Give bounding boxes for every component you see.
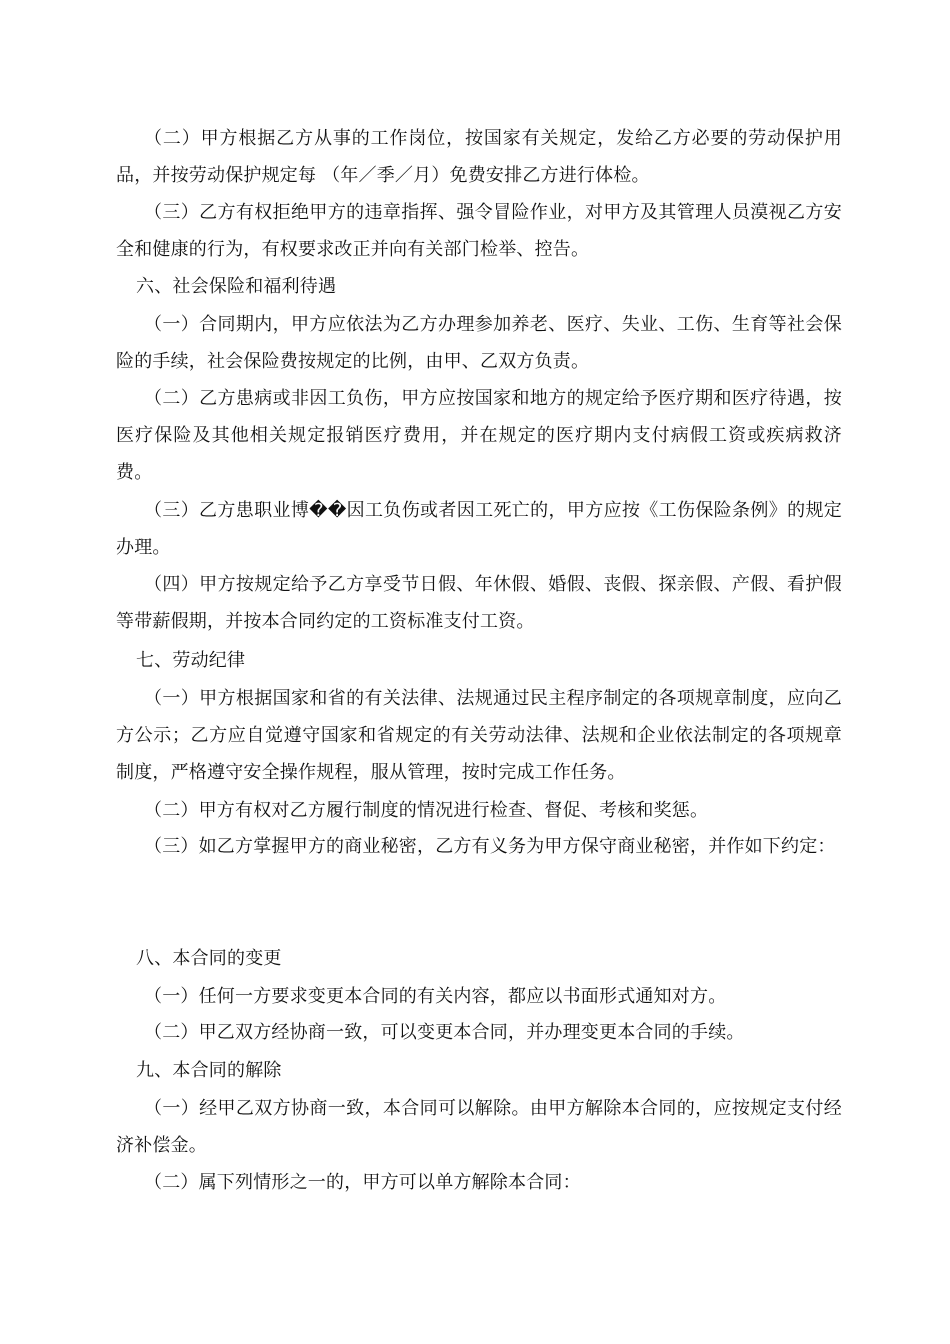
paragraph-unilateral-termination: （二）属下列情形之一的，甲方可以单方解除本合同：	[144, 1172, 581, 1193]
section-heading-contract-changes: 八、本合同的变更	[136, 948, 282, 969]
paragraph-refuse-unsafe-orders: （三）乙方有权拒绝甲方的违章指挥、强令冒险作业，对甲方及其管理人员漠视乙方安全和健康的行为，有权要求改正并向有关部门检举、控告。	[116, 202, 842, 260]
paragraph-mutual-termination: （一）经甲乙双方协商一致，本合同可以解除。由甲方解除本合同的，应按规定支付经济补偿金。	[116, 1098, 842, 1156]
paragraph-trade-secrets: （三）如乙方掌握甲方的商业秘密，乙方有义务为甲方保守商业秘密，并作如下约定：	[144, 836, 836, 857]
paragraph-paid-leave: （四）甲方按规定给予乙方享受节日假、年休假、婚假、丧假、探亲假、产假、看护假等带薪假期，并按本合同约定的工资标准支付工资。	[116, 574, 842, 632]
paragraph-written-notice: （一）任何一方要求变更本合同的有关内容，都应以书面形式通知对方。	[144, 986, 727, 1007]
paragraph-rules-and-regulations: （一）甲方根据国家和省的有关法律、法规通过民主程序制定的各项规章制度，应向乙方公示；乙方应自觉遵守国家和省规定的有关劳动法律、法规和企业依法制定的各项规章制度，严格遵守安全操作规程，服从管理，按时完成工作任务。	[116, 688, 842, 783]
paragraph-social-insurance-procedures: （一）合同期内，甲方应依法为乙方办理参加养老、医疗、失业、工伤、生育等社会保险的手续，社会保险费按规定的比例，由甲、乙双方负责。	[116, 314, 842, 372]
section-heading-contract-termination: 九、本合同的解除	[136, 1060, 282, 1081]
section-heading-social-insurance: 六、社会保险和福利待遇	[136, 276, 337, 297]
paragraph-protective-equipment: （二）甲方根据乙方从事的工作岗位，按国家有关规定，发给乙方必要的劳动保护用品，并按劳动保护规定每 （年／季／月）免费安排乙方进行体检。	[116, 128, 842, 186]
paragraph-work-injury: （三）乙方患职业博��因工负伤或者因工死亡的，甲方应按《工伤保险条例》的规定办理。	[116, 500, 842, 558]
paragraph-inspection-rights: （二）甲方有权对乙方履行制度的情况进行检查、督促、考核和奖惩。	[144, 800, 709, 821]
paragraph-mutual-agreement-change: （二）甲乙双方经协商一致，可以变更本合同，并办理变更本合同的手续。	[144, 1022, 745, 1043]
section-heading-labor-discipline: 七、劳动纪律	[136, 650, 246, 671]
paragraph-sick-leave-medical: （二）乙方患病或非因工负伤，甲方应按国家和地方的规定给予医疗期和医疗待遇，按医疗保险及其他相关规定报销医疗费用，并在规定的医疗期内支付病假工资或疾病救济费。	[116, 388, 842, 483]
